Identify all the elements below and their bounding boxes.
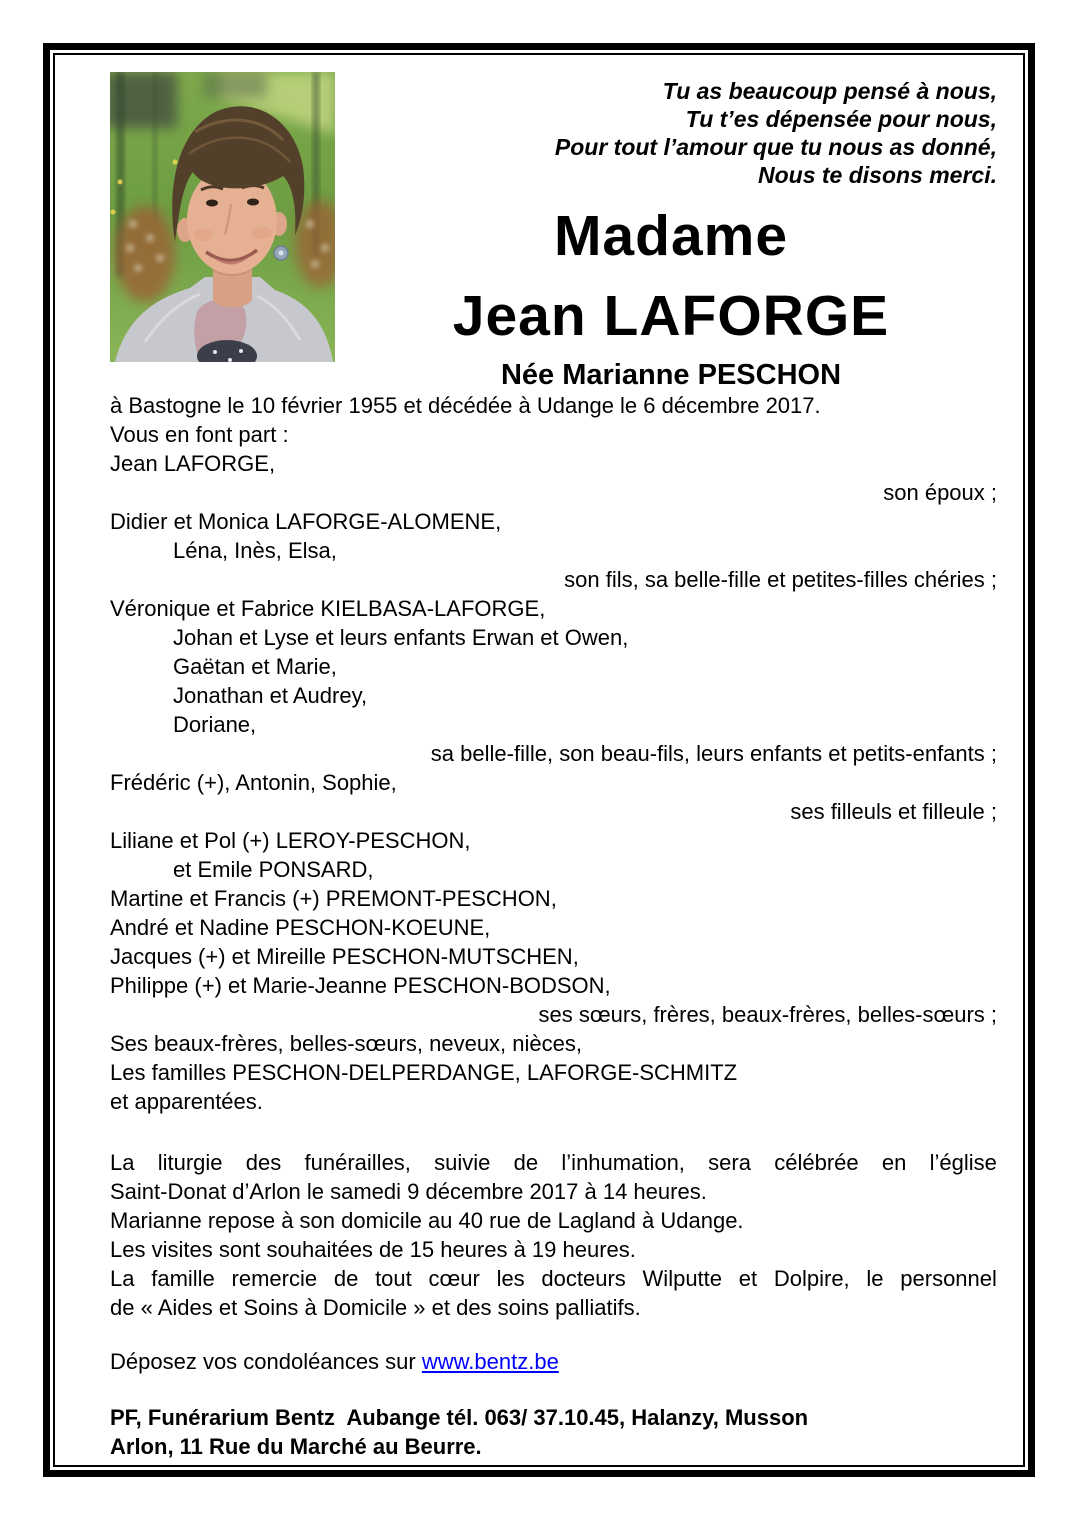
header-section [110,69,997,391]
family-line: Didier et Monica LAFORGE-ALOMENE, [110,509,502,534]
portrait-photo [110,72,335,362]
funeral-info-line: Marianne repose à son domicile au 40 rue de Lagland à Udange. [110,1208,744,1233]
family-line: Jonathan et Audrey, [173,683,368,708]
funeral-home-line: PF, Funérarium Bentz Aubange tél. 063/ 37.10.45, Halanzy, Musson [110,1405,809,1430]
inner-frame-border [53,53,1025,1467]
poem-line: Nous te disons merci. [757,162,997,188]
title-block [345,203,997,391]
funeral-info-line: La famille remercie de tout cœur les docteurs Wilputte et Dolpire, le personnel [110,1266,997,1291]
poem-line: Pour tout l’amour que tu nous as donné, [554,134,997,160]
funeral-home-line: Arlon, 11 Rue du Marché au Beurre. [110,1434,482,1459]
family-line: Jean LAFORGE, [110,451,276,476]
poem-line: Tu t’es dépensée pour nous, [685,106,997,132]
funeral-info-line: Saint-Donat d’Arlon le samedi 9 décembre 2017 à 14 heures. [110,1179,707,1204]
family-line: Ses beaux-frères, belles-sœurs, neveux, nièces, [110,1031,582,1056]
family-line: Philippe (+) et Marie-Jeanne PESCHON-BODSON, [110,973,611,998]
family-line: Liliane et Pol (+) LEROY-PESCHON, [110,828,471,853]
family-line: à Bastogne le 10 février 1955 et décédée à Udange le 6 décembre 2017. [110,393,821,418]
family-line: Martine et Francis (+) PREMONT-PESCHON, [110,886,557,911]
funeral-info-line: Les visites sont souhaitées de 15 heures à 19 heures. [110,1237,636,1262]
family-line: Doriane, [173,712,257,737]
family-line: ses sœurs, frères, beaux-frères, belles-sœurs ; [538,1002,997,1027]
poem-line: Tu as beaucoup pensé à nous, [662,78,997,104]
funeral-info-line: de « Aides et Soins à Domicile » et des soins palliatifs. [110,1295,641,1320]
funeral-info-section [110,1148,997,1322]
funeral-home-info [110,1403,997,1461]
deceased-name: Jean LAFORGE [452,284,890,348]
family-line: Les familles PESCHON-DELPERDANGE, LAFORGE-SCHMITZ [110,1060,738,1085]
condolences-link[interactable]: www.bentz.be [421,1349,559,1374]
family-line: Véronique et Fabrice KIELBASA-LAFORGE, [110,596,546,621]
condolences-text: Déposez vos condoléances sur [110,1349,422,1374]
page-frame [43,43,1035,1477]
title-salutation: Madame [553,204,789,268]
notice-content [55,55,1023,1465]
funeral-info-line: La liturgie des funérailles, suivie de l’inhumation, sera célébrée en l’église [110,1150,997,1175]
family-line: Gaëtan et Marie, [173,654,337,679]
family-announcement-section [110,391,997,1116]
family-line: son fils, sa belle-fille et petites-filles chéries ; [564,567,997,592]
family-line: ses filleuls et filleule ; [790,799,997,824]
portrait-photo-illustration [110,72,335,362]
maiden-name: Née Marianne PESCHON [500,359,842,391]
family-line: sa belle-fille, son beau-fils, leurs enfants et petits-enfants ; [430,741,997,766]
family-line: et apparentées. [110,1089,263,1114]
family-line: Johan et Lyse et leurs enfants Erwan et Owen, [173,625,629,650]
family-line: Léna, Inès, Elsa, [173,538,337,563]
family-line: Jacques (+) et Mireille PESCHON-MUTSCHEN, [110,944,579,969]
family-line: et Emile PONSARD, [173,857,374,882]
family-line: son époux ; [883,480,997,505]
family-line: André et Nadine PESCHON-KOEUNE, [110,915,491,940]
family-line: Frédéric (+), Antonin, Sophie, [110,770,397,795]
family-line: Vous en font part : [110,422,289,447]
condolences-line [110,1347,997,1376]
